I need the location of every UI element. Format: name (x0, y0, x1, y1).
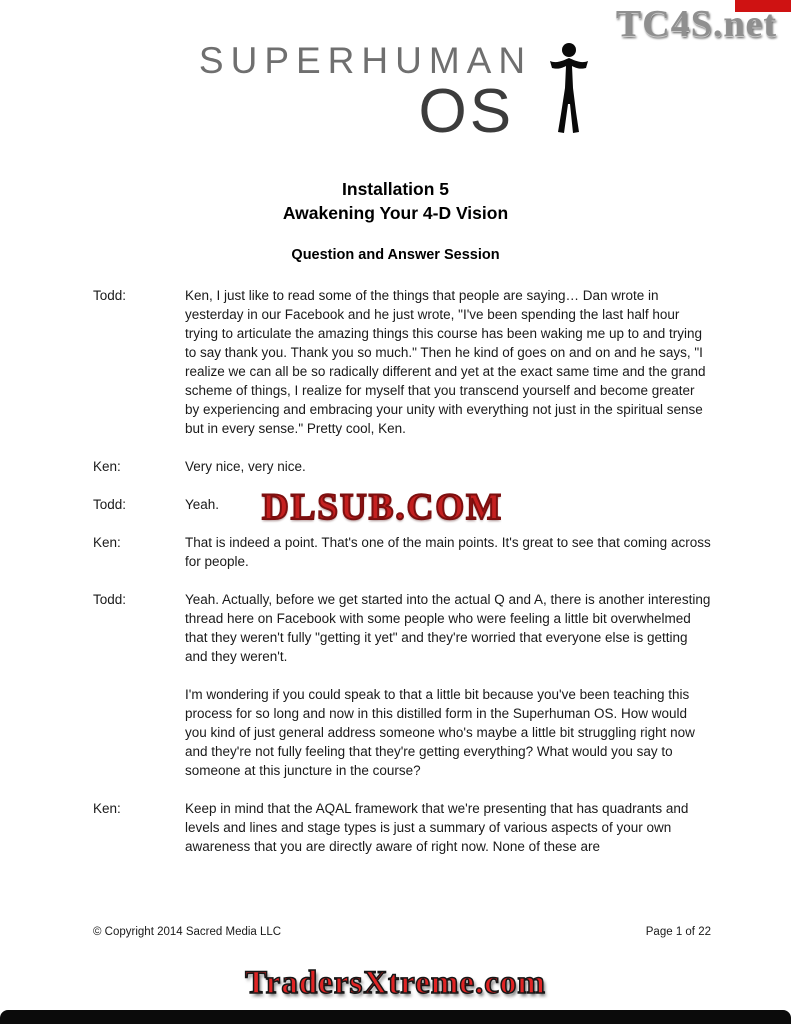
page-footer (93, 926, 711, 938)
bottom-black-bar (0, 1010, 791, 1024)
dialogue-entry (93, 590, 711, 780)
session-title: Awakening Your 4-D Vision (282, 202, 509, 223)
speaker-label: Todd: (93, 497, 127, 512)
dialogue-entry (93, 286, 711, 438)
speech-paragraph: Yeah. (185, 497, 220, 512)
dialogue-entry (93, 533, 711, 571)
speech-paragraph: I'm wondering if you could speak to that a little bit because you've been teaching this process for so long and now in this distilled form in the Superhuman OS. How would you kind of just general address someone who's maybe a little bit struggling right now and they're not fully feeling that they're getting everything? What would you say to someone at this juncture in the course? (185, 687, 695, 778)
speaker-label: Todd: (93, 288, 127, 303)
speech-text (185, 799, 711, 856)
logo-os-text: OS (418, 77, 515, 146)
installation-title: Installation 5 (342, 179, 449, 199)
speech-text (185, 457, 711, 476)
session-subtitle: Question and Answer Session (291, 247, 500, 264)
speech-paragraph: Keep in mind that the AQAL framework that we're presenting that has quadrants and levels and lines and stage types is just a summary of various aspects of your own awareness that you are directly aware of right now. None of these are (185, 801, 689, 854)
speech-text (185, 286, 711, 438)
dialogue-entry (93, 457, 711, 476)
logo-wordmark (198, 40, 533, 146)
speaker-label: Todd: (93, 592, 127, 607)
speech-paragraph: Very nice, very nice. (185, 459, 306, 474)
speech-text (185, 533, 711, 571)
dialogue-entry (93, 799, 711, 856)
superhuman-os-logo (0, 40, 791, 146)
speech-paragraph: Yeah. Actually, before we get started into the actual Q and A, there is another interesting thread here on Facebook with some people who were feeling a little bit overwhelmed that they weren't fully "getting it yet" and they're worried that everyone else is getting and they weren't. (185, 592, 711, 664)
human-figure-icon (546, 42, 592, 138)
copyright-text: © Copyright 2014 Sacred Media LLC (93, 926, 282, 938)
speech-paragraph: That is indeed a point. That's one of the main points. It's great to see that coming across for people. (185, 535, 711, 569)
speech-text (185, 590, 711, 780)
speech-paragraph: Ken, I just like to read some of the things that people are saying… Dan wrote in yesterday in our Facebook and he just wrote, "I've been spending the last half hour trying to articulate the amazing things this course has been waking me up to and trying to say thank you. Thank you so much." Then he kind of goes on and on and he says, "I realize we can all be so radically different and yet at the exact same time and the grand scheme of things, I realize for myself that you transcend yourself and become greater by experiencing and embracing your unity with everything not just in the spiritual sense but in every sense." Pretty cool, Ken. (185, 288, 706, 436)
title-block (0, 178, 791, 263)
speaker-label: Ken: (93, 801, 121, 816)
speaker-label: Ken: (93, 535, 121, 550)
tradersxtreme-watermark: TradersXtreme.com (245, 965, 546, 1001)
dialogue-transcript (93, 286, 711, 875)
page-number: Page 1 of 22 (645, 926, 711, 938)
speaker-label: Ken: (93, 459, 121, 474)
dlsub-watermark: DLSUB.COM (262, 487, 504, 528)
logo-superhuman-text: SUPERHUMAN (198, 40, 533, 81)
tc4s-watermark: TC4S.net (615, 3, 777, 45)
